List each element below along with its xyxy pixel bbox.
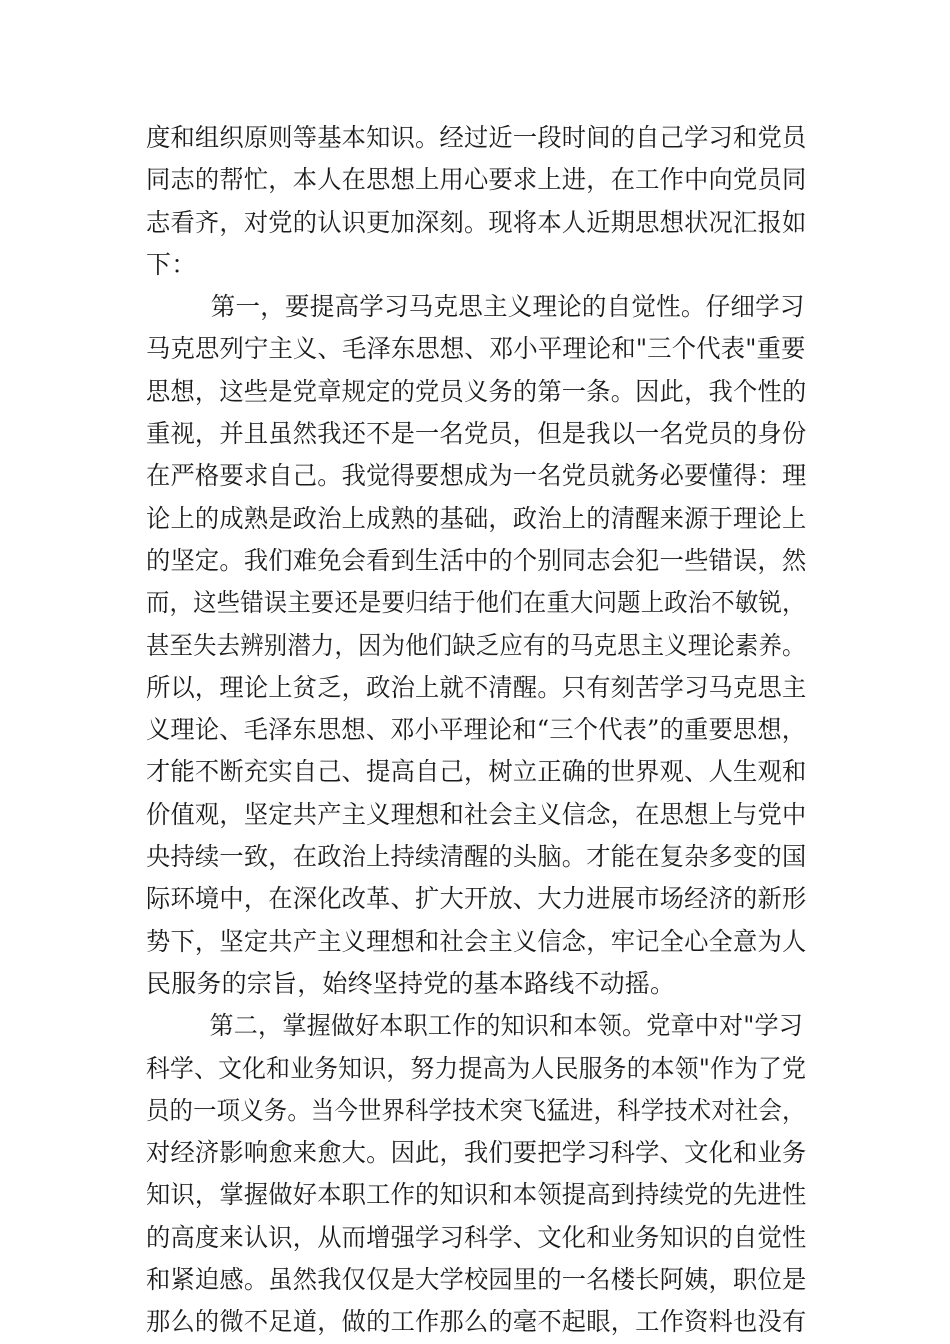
text-line: 势下，坚定共产主义理想和社会主义信念，牢记全心全意为人: [146, 926, 807, 956]
text-line: 志看齐，对党的认识更加深刻。现将本人近期思想状况汇报如: [146, 207, 807, 237]
text-line: 那么的微不足道，做的工作那么的毫不起眼，工作资料也没有: [146, 1307, 807, 1337]
text-line: 际环境中，在深化改革、扩大开放、大力进展市场经济的新形: [146, 884, 807, 914]
text-line: 的高度来认识，从而增强学习科学、文化和业务知识的自觉性: [146, 1222, 807, 1252]
text-line: 科学、文化和业务知识，努力提高为人民服务的本领"作为了党: [146, 1053, 807, 1083]
document-body: [146, 117, 806, 1344]
text-line: 在严格要求自己。我觉得要想成为一名党员就务必要懂得：理: [146, 461, 807, 491]
text-line: 而，这些错误主要还是要归结于他们在重大问题上政治不敏锐，: [146, 588, 806, 618]
paragraph-first-line: 第二，掌握做好本职工作的知识和本领。党章中对"学习: [209, 1011, 804, 1041]
paragraph-first-line: 第一，要提高学习马克思主义理论的自觉性。仔细学习: [210, 292, 805, 322]
text-line: 度和组织原则等基本知识。经过近一段时间的自己学习和党员: [146, 123, 807, 152]
text-line: 同志的帮忙，本人在思想上用心要求上进，在工作中向党员同: [146, 165, 807, 195]
text-line: 员的一项义务。当今世界科学技术突飞猛进，科学技术对社会，: [146, 1095, 806, 1125]
text-line: 和紧迫感。虽然我仅仅是大学校园里的一名楼长阿姨，职位是: [146, 1265, 807, 1295]
text-line: 马克思列宁主义、毛泽东思想、邓小平理论和"三个代表"重要: [146, 334, 806, 364]
text-line: 央持续一致，在政治上持续清醒的头脑。才能在复杂多变的国: [146, 842, 807, 872]
text-line: 民服务的宗旨，始终坚持党的基本路线不动摇。: [146, 968, 676, 998]
text-line: 甚至失去辨别潜力，因为他们缺乏应有的马克思主义理论素养。: [146, 630, 806, 660]
text-line: 知识，掌握做好本职工作的知识和本领提高到持续党的先进性: [146, 1180, 807, 1210]
text-line: 下：: [146, 249, 197, 279]
text-line: 对经济影响愈来愈大。因此，我们要把学习科学、文化和业务: [146, 1138, 807, 1168]
text-line: 的坚定。我们难免会看到生活中的个别同志会犯一些错误，然: [146, 545, 807, 575]
text-line: 价值观，坚定共产主义理想和社会主义信念，在思想上与党中: [146, 799, 807, 829]
text-line: 思想，这些是党章规定的党员义务的第一条。因此，我个性的: [146, 376, 807, 406]
text-line: 才能不断充实自己、提高自己，树立正确的世界观、人生观和: [146, 757, 807, 787]
text-line: 所以，理论上贫乏，政治上就不清醒。只有刻苦学习马克思主: [146, 672, 807, 702]
text-line: 重视，并且虽然我还不是一名党员，但是我以一名党员的身份: [146, 419, 807, 449]
text-line: 论上的成熟是政治上成熟的基础，政治上的清醒来源于理论上: [146, 503, 807, 533]
text-line: 义理论、毛泽东思想、邓小平理论和“三个代表”的重要思想，: [146, 715, 807, 745]
